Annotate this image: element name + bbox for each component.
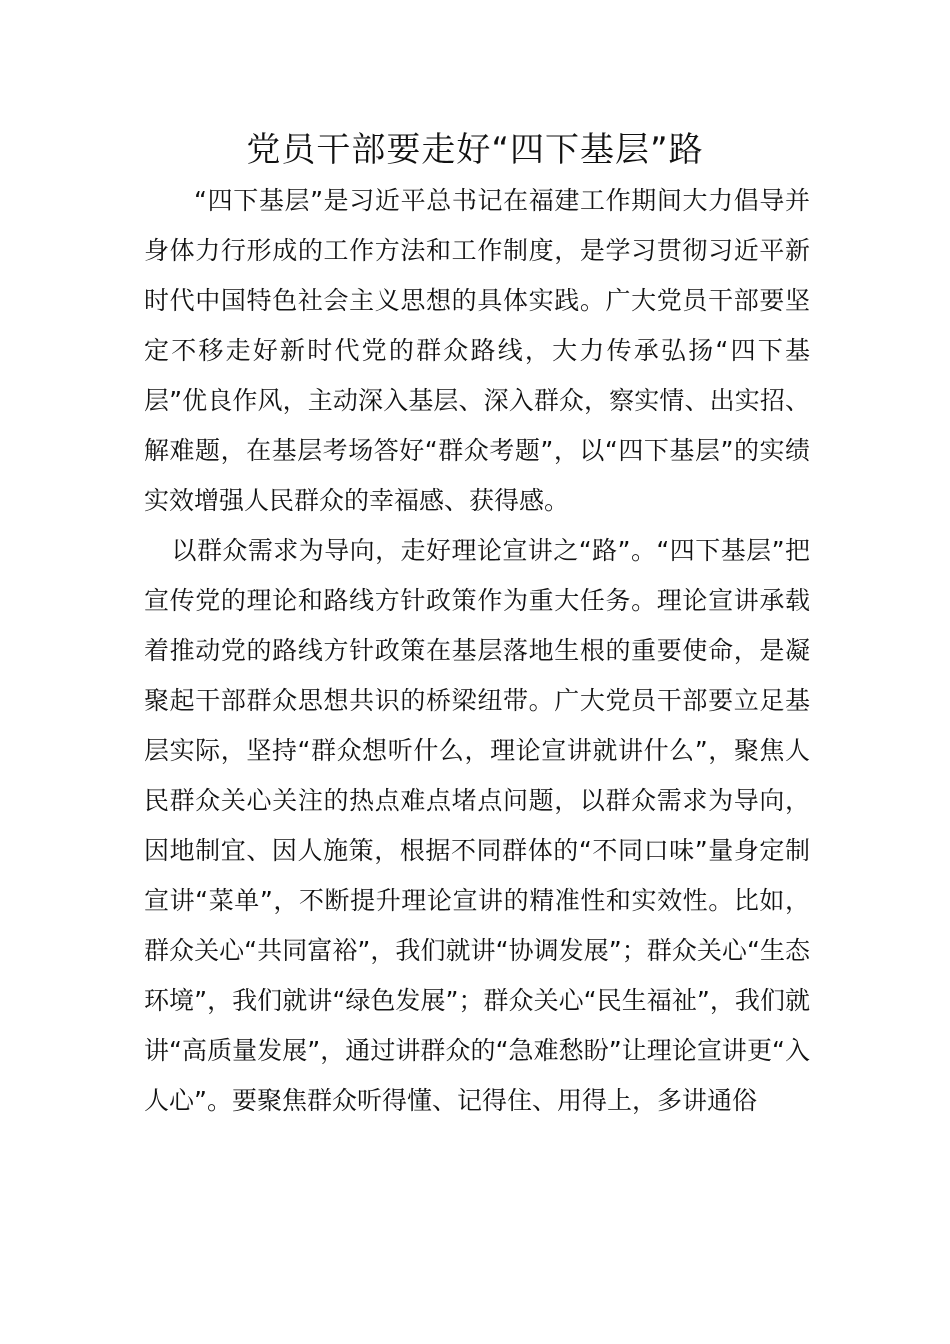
paragraph-theory-lecture: 以群众需求为导向，走好理论宣讲之“路”。“四下基层”把宣传党的理论和路线方针政策作为重大任务。理论宣讲承载着推动党的路线方针政策在基层落地生根的重要使命，是凝聚起干部群众思想共识的桥梁纽带。广大党员干部要立足基层实际，坚持“群众想听什么，理论宣讲就讲什么”，聚焦人民群众关心关注的热点难点堵点问题，以群众需求为导向，因地制宜、因人施策，根据不同群体的“不同口味”量身定制宣讲“菜单”，不断提升理论宣讲的精准性和实效性。比如，群众关心“共同富裕”，我们就讲“协调发展”；群众关心“生态环境”，我们就讲“绿色发展”；群众关心“民生福祉”，我们就讲“高质量发展”，通过讲群众的“急难愁盼”让理论宣讲更“入人心”。要聚焦群众听得懂、记得住、用得上，多讲通俗 [144, 536, 810, 1115]
paragraph-intro: “四下基层”是习近平总书记在福建工作期间大力倡导并身体力行形成的工作方法和工作制度，是学习贯彻习近平新时代中国特色社会主义思想的具体实践。广大党员干部要坚定不移走好新时代党的群众路线，大力传承弘扬“四下基层”优良作风，主动深入基层、深入群众，察实情、出实招、解难题，在基层考场答好“群众考题”，以“四下基层”的实绩实效增强人民群众的幸福感、获得感。 [144, 186, 810, 515]
document-body [144, 176, 810, 1126]
document-title: 党员干部要走好“四下基层”路 [246, 130, 704, 170]
